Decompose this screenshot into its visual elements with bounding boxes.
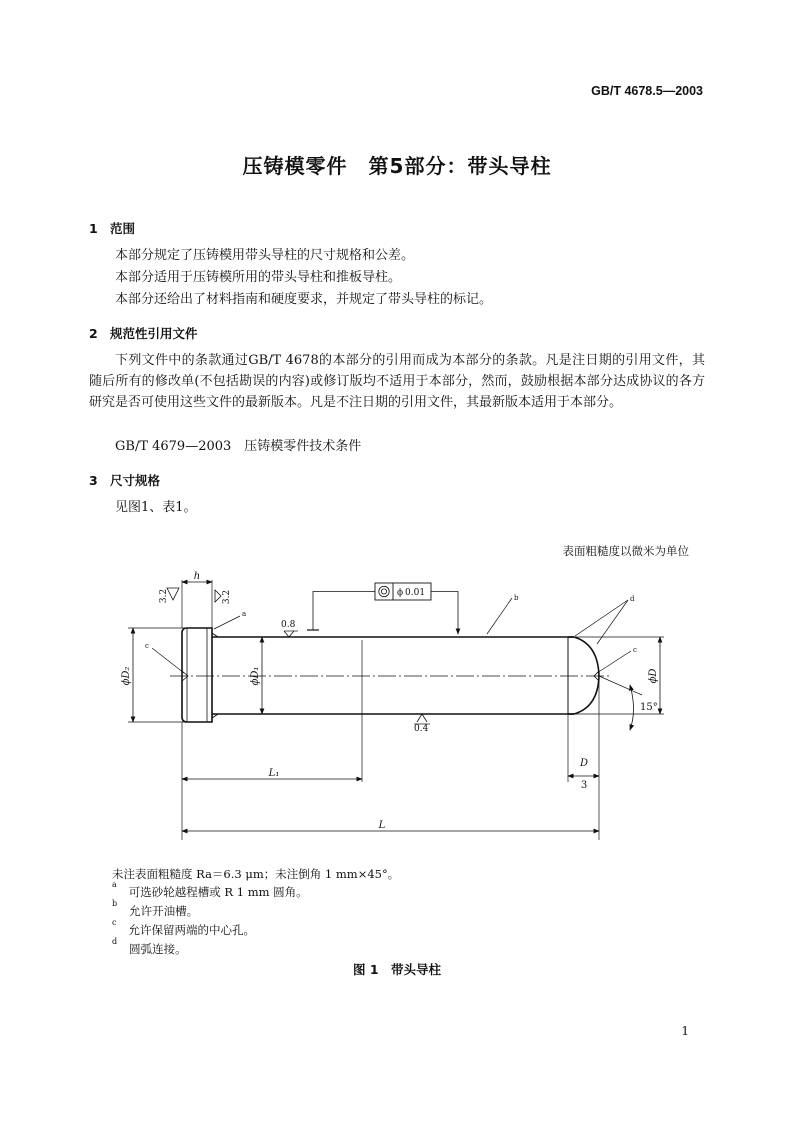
- roughness-left: [159, 588, 179, 603]
- dim-d2-label: ϕD₂: [121, 666, 132, 686]
- roughness-08-value: 0.8: [281, 620, 296, 630]
- dim-h: [182, 571, 212, 582]
- footnote-text: 允许开油槽。: [129, 904, 199, 918]
- section-heading: [89, 324, 198, 342]
- leader-b-label: b: [514, 594, 519, 602]
- roughness-04: [414, 714, 430, 734]
- leader-c-left: [145, 642, 184, 673]
- roughness-left-value: 3.2: [159, 588, 169, 604]
- page-number: 1: [681, 1024, 689, 1038]
- leader-c-left-label: c: [145, 642, 149, 650]
- leader-a-label: a: [242, 610, 247, 618]
- figure-caption: 图 1 带头导柱: [352, 962, 442, 977]
- footnote: [112, 880, 308, 900]
- section-number: 1: [89, 221, 98, 236]
- dim-d1: [250, 637, 262, 714]
- dim-l1-label: L₁: [268, 768, 280, 779]
- guide-pillar-drawing: [0, 560, 794, 845]
- footnote-mark: b: [112, 899, 118, 909]
- leader-c-right-label: c: [633, 646, 637, 654]
- paragraph: 本部分还给出了材料指南和硬度要求，并规定了带头导柱的标记。: [115, 292, 493, 307]
- dim-h-label: h: [193, 571, 201, 582]
- dim-d-label: ϕD: [648, 668, 659, 684]
- dim-d-over-3-den: 3: [580, 780, 588, 791]
- section-heading: [89, 219, 135, 237]
- standard-number: GB/T 4678.5—2003: [591, 84, 703, 98]
- roughness-right: [215, 590, 232, 604]
- roughness-04-value: 0.4: [414, 724, 429, 734]
- figure-note: 未注表面粗糙度 Ra＝6.3 μm；未注倒角 1 mm×45°。: [112, 867, 400, 881]
- tolerance-frame: [307, 583, 458, 634]
- roughness-right-value: 3.2: [222, 589, 232, 605]
- section-title: 尺寸规格: [110, 473, 161, 488]
- section-title: 规范性引用文件: [110, 326, 198, 341]
- tolerance-symbol: ϕ: [397, 588, 404, 598]
- leader-a: [214, 610, 246, 629]
- leader-b: [487, 594, 519, 634]
- pillar-shaft: [212, 633, 599, 718]
- paragraph: 下列文件中的条款通过GB/T 4678的本部分的引用而成为本部分的条款。凡是注日期的引用文件，其随后所有的修改单(不包括勘误的内容)或修订版均不适用于本部分，然而，鼓励根据本部分达成协议的各方研究是否可使用这些文件的最新版本。凡是不注日期的引用文件，其最新版本适用于本部分。: [89, 353, 705, 410]
- footnote-text: 圆弧连接。: [129, 942, 187, 956]
- tolerance-value: 0.01: [405, 588, 426, 598]
- section-heading: [89, 471, 160, 489]
- section-number: 2: [89, 326, 98, 341]
- dim-l-label: L: [378, 820, 386, 831]
- dim-l1: [182, 768, 362, 779]
- footnote: [112, 899, 199, 919]
- reference-item: GB/T 4679—2003 压铸模零件技术条件: [115, 439, 362, 454]
- paragraph: 见图1、表1。: [115, 500, 197, 515]
- footnote-mark: d: [112, 937, 118, 947]
- paragraph: 本部分规定了压铸模用带头导柱的尺寸规格和公差。: [115, 248, 415, 263]
- section-title: 范围: [110, 221, 136, 236]
- dim-d-over-3-num: D: [579, 758, 589, 769]
- dim-l: [182, 820, 599, 831]
- section-number: 3: [89, 473, 98, 488]
- page-title: 压铸模零件 第5部分：带头导柱: [242, 154, 552, 178]
- roughness-08: [281, 620, 298, 637]
- leader-d-label: d: [630, 595, 635, 603]
- unit-note: 表面粗糙度以微米为单位: [562, 544, 689, 558]
- dim-d1-label: ϕD₁: [250, 666, 261, 686]
- footnote-mark: a: [112, 880, 117, 890]
- paragraph: 本部分适用于压铸模所用的带头导柱和推板导柱。: [115, 270, 402, 285]
- footnote-mark: c: [112, 918, 117, 928]
- leader-c-right: [597, 646, 637, 673]
- dim-d2: [121, 628, 187, 722]
- footnote: [112, 937, 187, 957]
- footnote-text: 允许保留两端的中心孔。: [128, 923, 255, 937]
- dim-d-over-3: [568, 758, 599, 791]
- angle-label: 15°: [640, 702, 658, 713]
- footnote: [112, 918, 255, 938]
- footnote-text: 可选砂轮越程槽或 R 1 mm 圆角。: [128, 885, 308, 899]
